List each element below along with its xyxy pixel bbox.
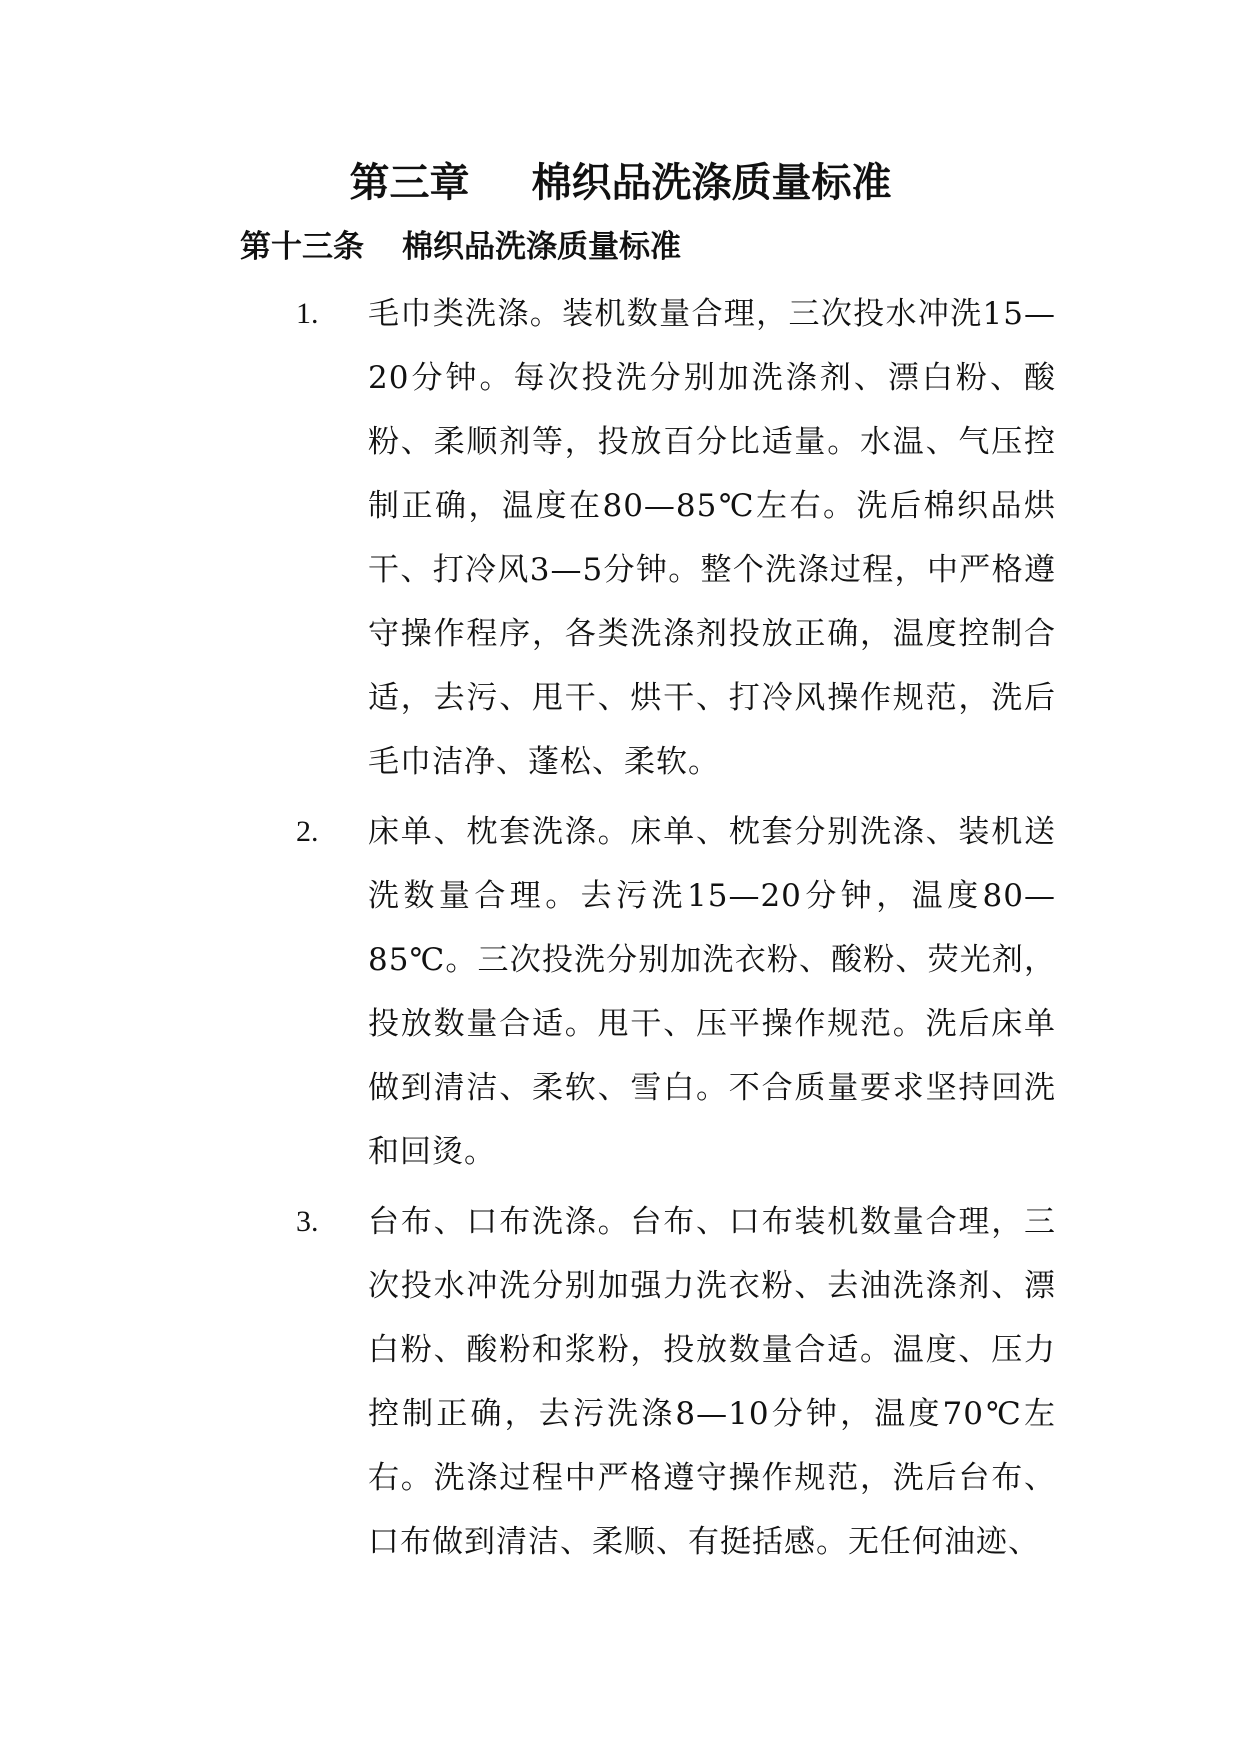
chapter-title-text: 棉织品洗涤质量标准 (531, 160, 892, 206)
chapter-title (0, 155, 1241, 211)
list-item (296, 800, 1056, 1184)
standards-list (296, 282, 1056, 1580)
list-item-number: 1. (296, 297, 319, 330)
list-item-number: 3. (296, 1205, 319, 1238)
article-title-text: 棉织品洗涤质量标准 (402, 229, 681, 265)
list-item-text: 毛巾类洗涤。装机数量合理，三次投水冲洗15—20分钟。每次投洗分别加洗涤剂、漂白粉、酸粉、柔顺剂等，投放百分比适量。水温、气压控制正确，温度在80—85℃左右。洗后棉织品烘干、打冷风3—5分钟。整个洗涤过程，中严格遵守操作程序，各类洗涤剂投放正确，温度控制合适，去污、甩干、烘干、打冷风操作规范，洗后毛巾洁净、蓬松、柔软。 (368, 296, 1056, 780)
list-item-number: 2. (296, 815, 319, 848)
list-item (296, 1190, 1056, 1574)
list-item-text: 床单、枕套洗涤。床单、枕套分别洗涤、装机送洗数量合理。去污洗15—20分钟，温度80—85℃。三次投洗分别加洗衣粉、酸粉、荧光剂，投放数量合适。甩干、压平操作规范。洗后床单做到清洁、柔软、雪白。不合质量要求坚持回洗和回烫。 (368, 814, 1056, 1170)
article-number-label: 第十三条 (240, 229, 364, 265)
chapter-number-label: 第三章 (349, 160, 470, 206)
article-heading (240, 225, 681, 269)
list-item-text: 台布、口布洗涤。台布、口布装机数量合理，三次投水冲洗分别加强力洗衣粉、去油洗涤剂、漂白粉、酸粉和浆粉，投放数量合适。温度、压力控制正确，去污洗涤8—10分钟，温度70℃左右。洗涤过程中严格遵守操作规范，洗后台布、口布做到清洁、柔顺、有挺括感。无任何油迹、 (368, 1204, 1056, 1560)
list-item (296, 282, 1056, 794)
